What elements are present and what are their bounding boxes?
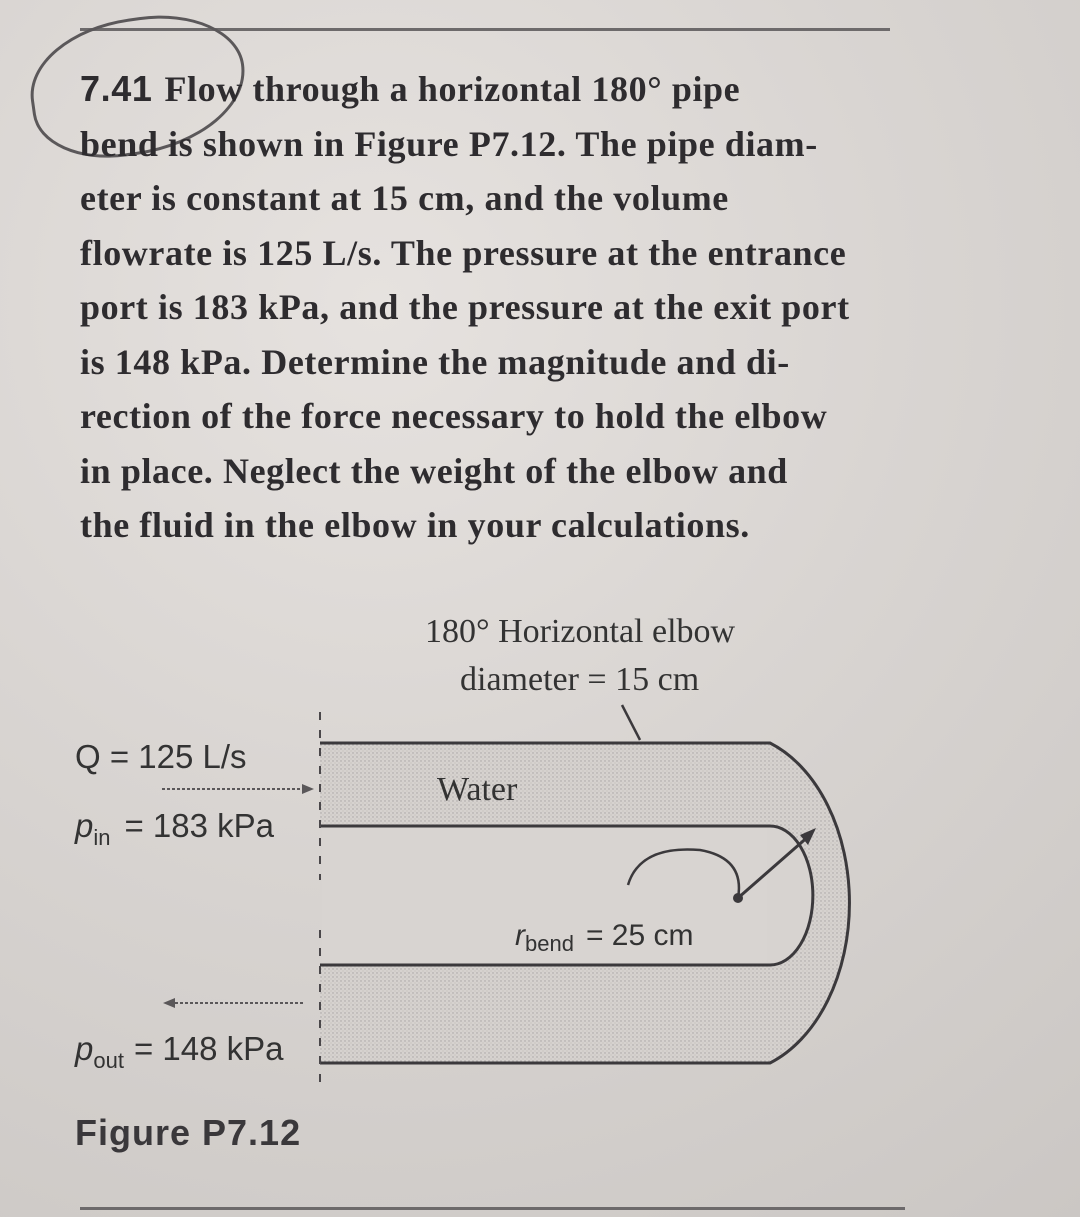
problem-line: is 148 kPa. Determine the magnitude and di- [80, 341, 790, 382]
problem-line: in place. Neglect the weight of the elbow and [80, 450, 788, 491]
bottom-rule [80, 1207, 905, 1210]
problem-line: flowrate is 125 L/s. The pressure at the entrance [80, 232, 847, 273]
problem-number: 7.41 [80, 68, 153, 109]
elbow-figure [0, 560, 1080, 1120]
flow-rate-label: Q = 125 L/s [75, 738, 247, 775]
problem-line: bend is shown in Figure P7.12. The pipe diam- [80, 123, 818, 164]
inlet-pressure-label: $p_{in} = 183$ kPa [75, 807, 275, 850]
problem-line: eter is constant at 15 cm, and the volume [80, 178, 729, 218]
figure-title-1: 180° Horizontal elbow [425, 613, 736, 650]
fluid-label: Water [437, 771, 518, 808]
outlet-pressure-label: $p_{out} = 148$ kPa [75, 1030, 284, 1073]
problem-text [80, 62, 885, 553]
figure-caption: Figure P7.12 [75, 1112, 302, 1153]
rbend-label: $r_{bend} = 25$ cm [515, 919, 694, 956]
problem-line: 7.41 Flow through a horizontal 180° pipe [80, 68, 741, 109]
title-leader-line [622, 705, 640, 740]
figure-title-2: diameter = 15 cm [460, 661, 700, 698]
problem-line: the fluid in the elbow in your calculations. [80, 505, 750, 545]
problem-line: port is 183 kPa, and the pressure at the exit port [80, 287, 850, 327]
problem-line: rection of the force necessary to hold the elbow [80, 396, 828, 436]
